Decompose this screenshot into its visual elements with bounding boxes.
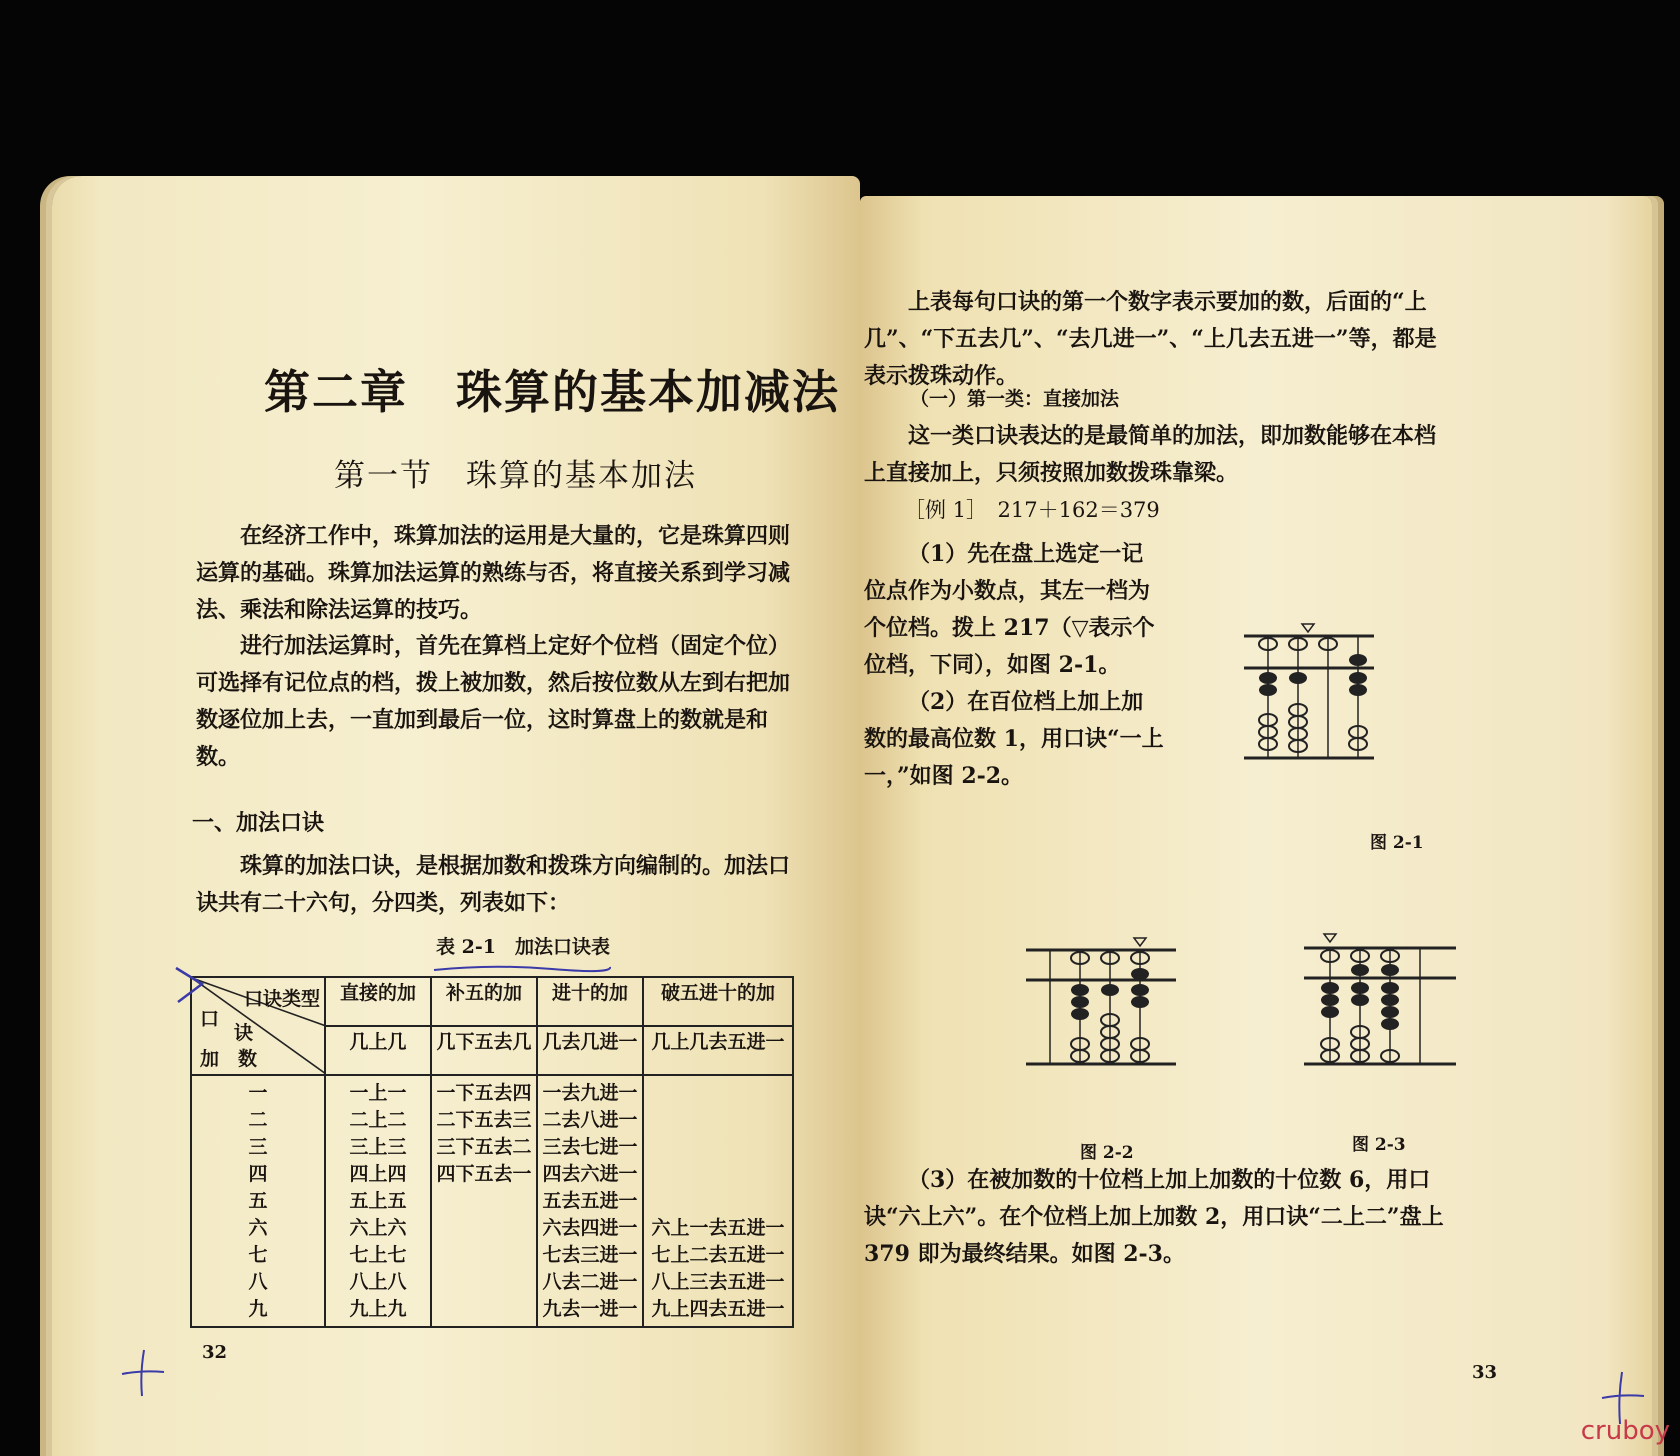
- column-header: 直接的加: [325, 977, 431, 1026]
- column-header: 破五进十的加: [643, 977, 793, 1026]
- rule: 九上九: [349, 1298, 407, 1320]
- figure-caption: 图 2-1: [1370, 833, 1424, 853]
- pen-cross-mark: [118, 1346, 168, 1400]
- addend: 八: [248, 1271, 268, 1293]
- rule: 八上八: [349, 1271, 407, 1293]
- paragraph: 进行加法运算时，首先在算档上定好个位档（固定个位）可选择有记位点的档，拨上被加数，然后按位数从左到右把加数逐位加上去，一直加到最后一位，这时算盘上的数就是和数。: [196, 633, 791, 770]
- rule: 六去四进一: [542, 1217, 638, 1239]
- rule: 三去七进一: [542, 1136, 638, 1158]
- pattern-cell: 几上几去五进一: [643, 1026, 793, 1075]
- five-complement-column: [431, 1075, 537, 1327]
- section-title: 第一节 珠算的基本加法: [334, 458, 697, 494]
- rule: 六上六: [349, 1217, 407, 1239]
- paragraph: 珠算的加法口诀，是根据加数和拨珠方向编制的。加法口诀共有二十六句，分四类，列表如下：: [196, 853, 791, 916]
- direct-add-column: [325, 1075, 431, 1327]
- heading-direct-addition: （一）第一类：直接加法: [910, 388, 1120, 410]
- rule: 四去六进一: [542, 1163, 638, 1185]
- rule: 五去五进一: [542, 1190, 638, 1212]
- addend: 四: [248, 1163, 268, 1185]
- paragraph: 上表每句口诀的第一个数字表示要加的数，后面的“上几”、“下五去几”、“去几进一”、“上几去五进一”等，都是表示拨珠动作。: [864, 289, 1437, 389]
- rule: 一下五去四: [436, 1082, 532, 1104]
- rule: 九去一进一: [542, 1298, 638, 1320]
- step-3: （3）在被加数的十位档上加上加数的十位数 6，用口诀“六上六”。在个位档上加上加数 2，用口诀“二上二”盘上 379 即为最终结果。如图 2-3。: [864, 1167, 1444, 1267]
- heading-addition-rules: 一、加法口诀: [192, 810, 325, 836]
- corner-label-kou: 口: [200, 1008, 220, 1030]
- step-2: （2）在百位档上加上加数的最高位数 1，用口诀“一上一，”如图 2-2。: [864, 689, 1164, 789]
- abacus-figure-2-3: [1300, 930, 1460, 1074]
- break-five-carry-ten-column: [643, 1075, 793, 1327]
- addend: 二: [248, 1109, 268, 1131]
- page-number: 32: [202, 1342, 228, 1363]
- table-caption: 表 2-1 加法口诀表: [436, 936, 610, 958]
- rule: 七上七: [349, 1244, 407, 1266]
- column-header: 补五的加: [431, 977, 537, 1026]
- paragraph: 这一类口诀表达的是最简单的加法，即加数能够在本档上直接加上，只须按照加数拨珠靠梁。: [864, 423, 1437, 486]
- addend-column: [191, 1075, 325, 1327]
- rule: 七去三进一: [542, 1244, 638, 1266]
- left-page: [52, 176, 860, 1456]
- rule: 六上一去五进一: [651, 1217, 785, 1239]
- pattern-cell: 几去几进一: [537, 1026, 643, 1075]
- rule: 七上二去五进一: [651, 1244, 785, 1266]
- addend: 九: [248, 1298, 268, 1320]
- rule: 一上一: [349, 1082, 407, 1104]
- rule: 三上三: [349, 1136, 407, 1158]
- figure-caption: 图 2-3: [1352, 1135, 1406, 1155]
- table-corner-cell: [191, 977, 325, 1075]
- rule: 八去二进一: [542, 1271, 638, 1293]
- paragraph: 在经济工作中，珠算加法的运用是大量的，它是珠算四则运算的基础。珠算加法运算的熟练与否，将直接关系到学习减法、乘法和除法运算的技巧。: [196, 523, 791, 623]
- column-header: 进十的加: [537, 977, 643, 1026]
- addend: 一: [248, 1082, 268, 1104]
- rule: 二上二: [349, 1109, 407, 1131]
- rule: 三下五去二: [436, 1136, 532, 1158]
- corner-label-addend: 加 数: [200, 1048, 258, 1070]
- rule: 四上四: [349, 1163, 407, 1185]
- rule: 二去八进一: [542, 1109, 638, 1131]
- corner-label-jue: 诀: [234, 1022, 254, 1044]
- rule: 四下五去一: [436, 1163, 532, 1185]
- addend: 三: [248, 1136, 268, 1158]
- right-page: [860, 196, 1652, 1456]
- chapter-title: 第二章 珠算的基本加减法: [264, 365, 840, 419]
- corner-label-type: 口诀类型: [244, 988, 321, 1010]
- addend: 七: [248, 1244, 268, 1266]
- abacus-figure-2-2: [1020, 934, 1180, 1074]
- pen-underline: [432, 962, 612, 976]
- figure-caption: 图 2-2: [1080, 1143, 1134, 1163]
- pattern-cell: 几下五去几: [431, 1026, 537, 1075]
- abacus-figure-2-1: [1238, 620, 1378, 770]
- pen-triangle-mark: [168, 962, 208, 1008]
- watermark: cruboy: [1580, 1416, 1670, 1446]
- addend: 六: [248, 1217, 268, 1239]
- step-1: （1）先在盘上选定一记位点作为小数点，其左一档为个位档。拨上 217（▽表示个位档，下同），如图 2-1。: [864, 541, 1155, 678]
- carry-ten-column: [537, 1075, 643, 1327]
- rule: 八上三去五进一: [651, 1271, 785, 1293]
- rule: 一去九进一: [542, 1082, 638, 1104]
- rule: 二下五去三: [436, 1109, 532, 1131]
- rule: 五上五: [349, 1190, 407, 1212]
- page-number: 33: [1472, 1362, 1498, 1383]
- addition-rules-table: [190, 976, 794, 1328]
- example-1: ［例 1］ 217＋162＝379: [904, 498, 1160, 522]
- addend: 五: [248, 1190, 268, 1212]
- pattern-cell: 几上几: [325, 1026, 431, 1075]
- rule: 九上四去五进一: [651, 1298, 785, 1320]
